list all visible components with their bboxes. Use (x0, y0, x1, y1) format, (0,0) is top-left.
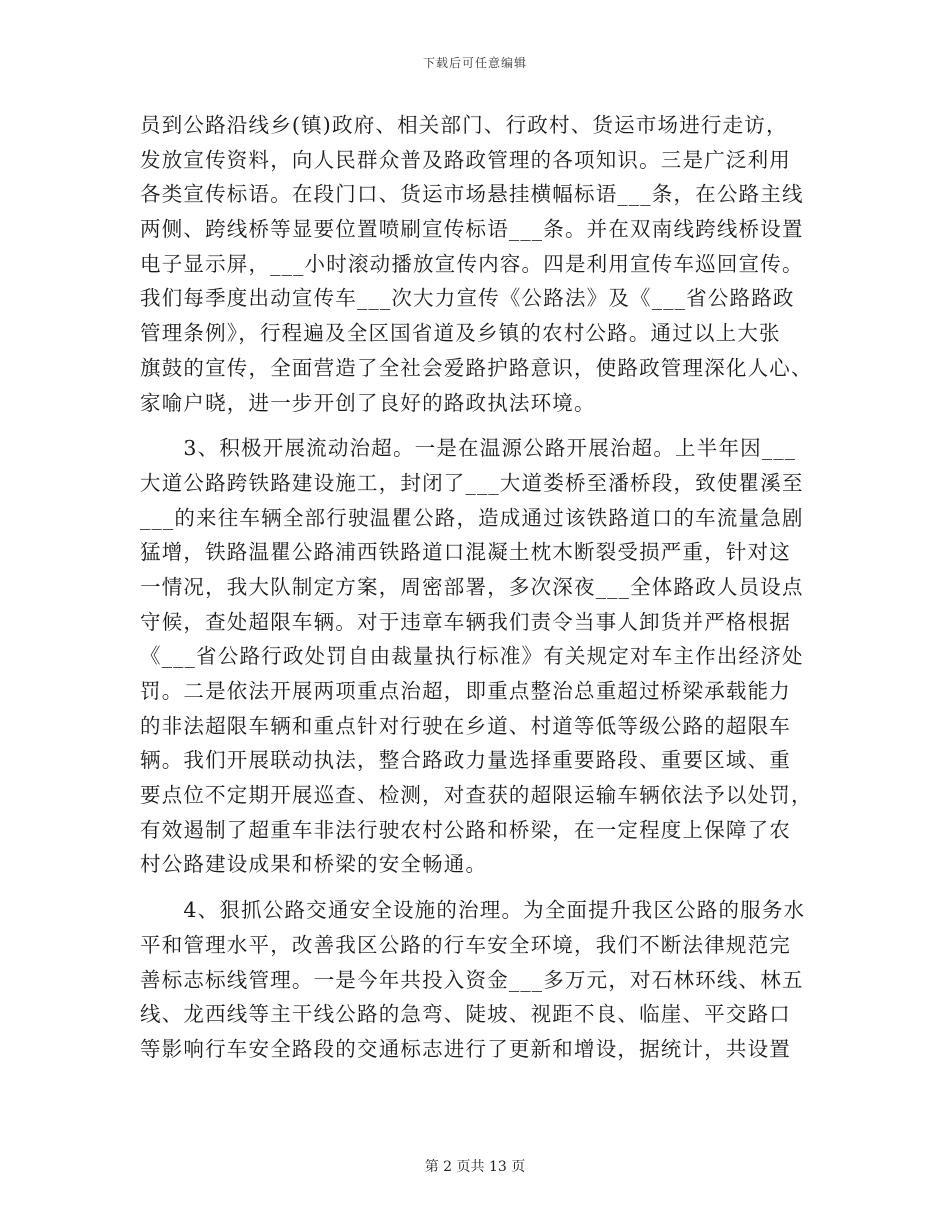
paragraph-spacer (140, 420, 808, 431)
text-line: 旗鼓的宣传，全面营造了全社会爱路护路意识，使路政管理深化人心、 (140, 355, 813, 380)
text-line: 两侧、跨线桥等显要位置喷刷宣传标语___条。并在双南线跨线桥设置 (140, 217, 804, 242)
paragraph-2 (140, 431, 813, 882)
text-line: 的非法超限车辆和重点针对行驶在乡道、村道等低等级公路的超限车 (140, 713, 791, 738)
text-line: 罚。二是依法开展两项重点治超，即重点整治总重超过桥梁承载能力 (140, 679, 791, 703)
text-line: 辆。我们开展联动执法，整合路政力量选择重要路段、重要区域、重 (140, 748, 791, 773)
text-line: 家喻户晓，进一步开创了良好的路政执法环境。 (140, 390, 596, 415)
text-line: 管理条例》，行程遍及全区国省道及乡镇的农村公路。通过以上大张 (140, 321, 781, 346)
text-line: 《___省公路行政处罚自由裁量执行标准》有关规定对车主作出经济处 (140, 644, 804, 669)
paragraph-3 (140, 893, 808, 1066)
text-line: 有效遏制了超重车非法行驶农村公路和桥梁，在一定程度上保障了农 (140, 817, 791, 842)
text-line: 平和管理水平，改善我区公路的行车安全环境，我们不断法律规范完 (140, 932, 791, 957)
text-line: 大道公路跨铁路建设施工，封闭了___大道娄桥至潘桥段，致使瞿溪至 (140, 470, 804, 495)
text-line: ___的来往车辆全部行驶温瞿公路，造成通过该铁路道口的车流量急剧 (140, 505, 804, 530)
text-line: 猛增，铁路温瞿公路浦西铁路道口混凝土枕木断裂受损严重，针对这 (140, 540, 791, 565)
text-line: 善标志标线管理。一是今年共投入资金___多万元，对石林环线、林五 (140, 967, 804, 992)
text-line: 员到公路沿线乡(镇)政府、相关部门、行政村、货运市场进行走访， (140, 113, 788, 137)
page-footer: 第 2 页共 13 页 (424, 1159, 526, 1175)
paragraph-spacer (140, 882, 808, 893)
text-line: 各类宣传标语。在段门口、货运市场悬挂横幅标语___条，在公路主线 (140, 182, 804, 207)
text-line: 线、龙西线等主干线公路的急弯、陡坡、视距不良、临崖、平交路口 (140, 1002, 791, 1027)
text-line: 4、狠抓公路交通安全设施的治理。为全面提升我区公路的服务水 (140, 898, 806, 923)
text-line: 3、积极开展流动治超。一是在温源公路开展治超。上半年因___ (140, 436, 797, 461)
text-line: 等影响行车安全路段的交通标志进行了更新和增设，据统计，共设置 (140, 1036, 791, 1061)
page-header: 下载后可任意编辑 (422, 56, 527, 70)
document-body (140, 108, 813, 1067)
text-line: 一情况，我大队制定方案，周密部署，多次深夜___全体路政人员设点 (140, 574, 804, 599)
text-line: 守候，查处超限车辆。对于违章车辆我们责令当事人卸货并严格根据 (140, 609, 791, 634)
text-line: 发放宣传资料，向人民群众普及路政管理的各项知识。三是广泛利用 (140, 147, 791, 172)
text-line: 要点位不定期开展巡查、检测，对查获的超限运输车辆依法予以处罚， (140, 783, 813, 808)
text-line: 电子显示屏，___小时滚动播放宣传内容。四是利用宣传车巡回宣传。 (140, 251, 804, 276)
text-line: 村公路建设成果和桥梁的安全畅通。 (140, 852, 488, 877)
paragraph-1 (140, 108, 813, 420)
text-line: 我们每季度出动宣传车___次大力宣传《公路法》及《___省公路路政 (140, 286, 795, 311)
